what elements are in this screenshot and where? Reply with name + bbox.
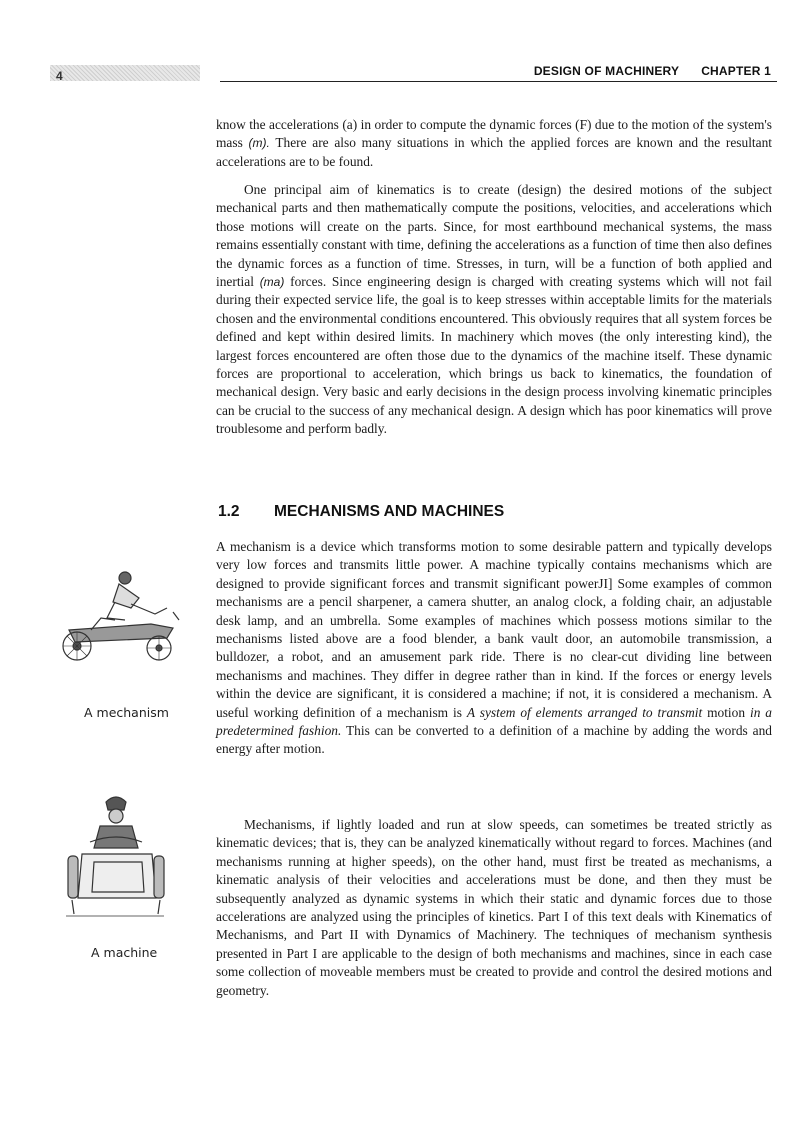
p3-text-c: This can be converted to a definition of a machine by adding the words and energy after motion. bbox=[216, 723, 772, 757]
p3-emphasis-1: A system of elements arranged to transmit bbox=[466, 704, 703, 720]
header-rule bbox=[220, 81, 777, 82]
p3-text-b: motion bbox=[702, 704, 750, 720]
page-number: 4 bbox=[56, 69, 63, 83]
machine-illustration bbox=[60, 792, 170, 920]
running-header bbox=[50, 60, 777, 82]
paragraph-2 bbox=[216, 181, 772, 439]
p4-text: Mechanisms, if lightly loaded and run at slow speeds, can sometimes be treated strictly as kinematic devices; that is, they can be analyzed kinematically without regard to forces. Machines (and mechanisms running at higher speeds), on the other hand, must first be treated as mechanisms, a kinematic analysis of their velocities and accelerations must be done, and then they must be subsequently analyzed as dynamic systems in which their static and dynamic forces due to those accelerations are analyzed using the principles of kinetics. Part I of this text deals with Kinematics of Mechanisms, and Part II with Dynamics of Machinery. The techniques of mechanism synthesis presented in Part I are applicable to the design of both mechanisms and machines, since in each case some collection of moveable members must be created to provide and control the desired motions and geometry. bbox=[216, 817, 772, 998]
book-title: DESIGN OF MACHINERY bbox=[533, 64, 680, 78]
p2-text-a: One principal aim of kinematics is to create (design) the desired motions of the subject mechanical parts and then mathematically compute the positions, velocities, and accelerations which those motions will create on the parts. Since, for most earthbound mechanical systems, the mass remains essentially constant with time, defining the accelerations as a function of time then also defines the dynamic forces as a function of time. Stresses, in turn, will be a function of both applied and inertial bbox=[216, 182, 772, 290]
chapter-label: CHAPTER 1 bbox=[701, 64, 771, 78]
section-heading bbox=[218, 503, 504, 521]
p1-text-end: There are also many situations in which the applied forces are known and the resultant accelerations are to be found. bbox=[216, 135, 772, 169]
p1-text: know the accelerations (a) in order to compute the dynamic forces (F) due to the motion of the system's mass bbox=[216, 117, 772, 151]
paragraph-3 bbox=[216, 538, 772, 759]
p2-emphasis: (ma) bbox=[259, 275, 285, 290]
p1-emphasis: (m). bbox=[248, 136, 270, 151]
caption-machine: A machine bbox=[91, 945, 158, 960]
section-number: 1.2 bbox=[218, 503, 240, 520]
mechanism-illustration bbox=[55, 568, 185, 678]
section-title: MECHANISMS AND MACHINES bbox=[274, 503, 505, 520]
p3-emphasis-2: in a predetermined fashion. bbox=[216, 704, 772, 739]
running-head-title bbox=[534, 64, 771, 78]
paragraph-1 bbox=[216, 116, 772, 171]
page-number-box bbox=[50, 65, 200, 81]
p3-text-a: A mechanism is a device which transforms motion to some desirable pattern and typically develops very low forces and transmits little power. A machine typically contains mechanisms which are designed to provide significant forces and transmit significant powerJI] Some examples of common mechanisms are a pencil sharpener, a camera shutter, an analog clock, a folding chair, an adjustable desk lamp, and an umbrella. Some examples of machines which possess motions similar to the mechanisms listed above are a food blender, a bank vault door, an automobile transmission, a bulldozer, a robot, and an amusement park ride. There is no clear-cut dividing line between mechanisms and machines. They differ in degree rather than in kind. If the forces or energy levels within the device are significant, it is considered a machine; if not, it is considered a mechanism. A useful working definition of a mechanism is bbox=[216, 539, 772, 720]
paragraph-4 bbox=[216, 816, 772, 1000]
caption-mechanism: A mechanism bbox=[84, 705, 169, 720]
p2-text-b: forces. Since engineering design is charged with creating systems which will not fail during their expected service life, the goal is to keep stresses within acceptable limits for the materials chosen and the environmental conditions encountered. This obviously requires that all system forces be defined and kept within desired limits. In machinery which moves (the only interesting kind), the largest forces encountered are often those due to the dynamics of the machine itself. These dynamic forces are proportional to acceleration, which brings us back to kinematics, the foundation of mechanical design. Very basic and early decisions in the design process involving kinematic principles can be crucial to the success of any mechanical design. A design which has poor kinematics will prove troublesome and perform badly. bbox=[216, 274, 773, 437]
